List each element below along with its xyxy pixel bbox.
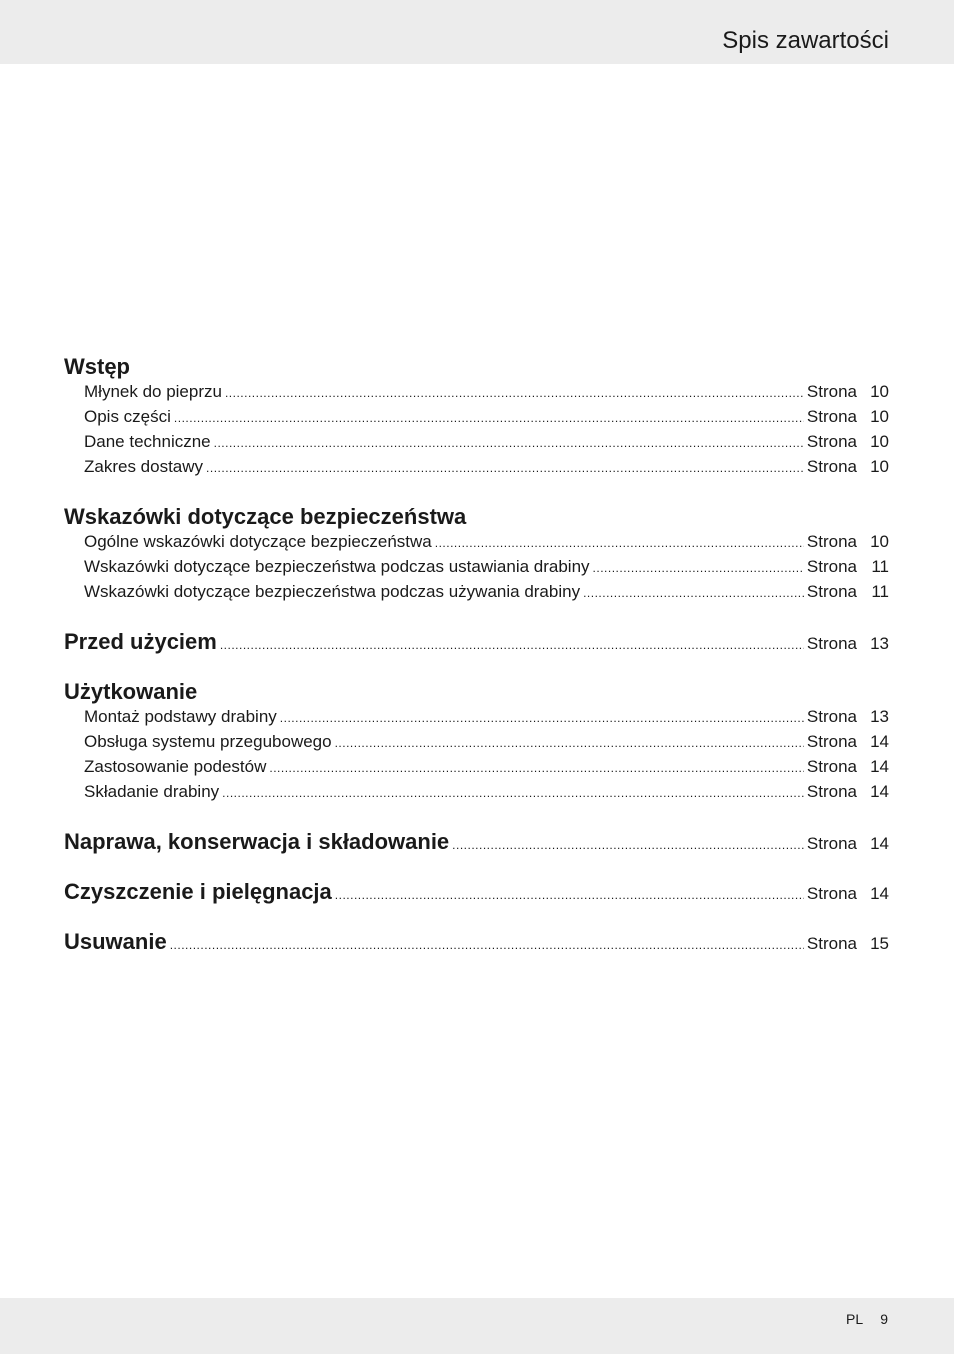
entry-label: Opis części <box>84 407 171 426</box>
strona-label: Strona <box>806 732 857 751</box>
entry-label: Wskazówki dotyczące bezpieczeństwa podczas używania drabiny <box>84 582 581 601</box>
strona-label: Strona <box>806 934 857 953</box>
page-number: 14 <box>870 782 889 801</box>
section-heading: Wstęp <box>64 354 130 379</box>
toc-entry-main[interactable] <box>64 879 889 904</box>
strona-label: Strona <box>806 407 857 426</box>
toc-entry[interactable] <box>64 729 889 754</box>
dot-leader <box>170 933 804 958</box>
toc-entry-main[interactable] <box>64 629 889 654</box>
page-title: Spis zawartości <box>722 27 889 54</box>
toc-entry[interactable] <box>64 579 889 604</box>
toc-entry-main[interactable] <box>64 829 889 854</box>
dot-leader <box>214 431 804 456</box>
toc-section-bezpieczenstwo <box>64 504 889 604</box>
entry-label: Wskazówki dotyczące bezpieczeństwa podczas ustawiania drabiny <box>84 557 590 576</box>
dot-leader <box>174 406 804 431</box>
entry-label: Ogólne wskazówki dotyczące bezpieczeństwa <box>84 532 432 551</box>
page-number: 10 <box>870 532 889 551</box>
dot-leader <box>269 756 804 781</box>
toc-entry[interactable] <box>64 554 889 579</box>
section-heading: Naprawa, konserwacja i składowanie <box>64 829 450 854</box>
language-code: PL <box>846 1311 864 1327</box>
entry-label: Zastosowanie podestów <box>84 757 267 776</box>
strona-label: Strona <box>806 532 857 551</box>
toc-entry[interactable] <box>64 454 889 479</box>
entry-label: Dane techniczne <box>84 432 211 451</box>
strona-label: Strona <box>806 582 857 601</box>
strona-label: Strona <box>806 432 857 451</box>
entry-label: Zakres dostawy <box>84 457 204 476</box>
page-number: 11 <box>871 582 889 601</box>
dot-leader <box>452 833 804 858</box>
page-number: 14 <box>870 834 889 853</box>
dot-leader <box>593 556 804 581</box>
footer-bar <box>0 1298 954 1354</box>
strona-label: Strona <box>806 884 857 903</box>
strona-label: Strona <box>806 834 857 853</box>
dot-leader <box>220 633 804 658</box>
strona-label: Strona <box>806 757 857 776</box>
dot-leader <box>280 706 804 731</box>
page-number: 14 <box>870 732 889 751</box>
toc-entry[interactable] <box>64 404 889 429</box>
dot-leader <box>225 381 804 406</box>
toc-entry-main[interactable] <box>64 929 889 954</box>
section-heading: Czyszczenie i pielęgnacja <box>64 879 332 904</box>
page-number: 13 <box>870 634 889 653</box>
page-number: 10 <box>870 432 889 451</box>
page-number: 13 <box>870 707 889 726</box>
strona-label: Strona <box>806 557 857 576</box>
page-number: 11 <box>871 557 889 576</box>
page-number-footer: 9 <box>880 1311 888 1327</box>
page-number: 14 <box>870 884 889 903</box>
toc-section-czyszczenie <box>64 879 889 904</box>
entry-label: Montaż podstawy drabiny <box>84 707 277 726</box>
toc-section-przed-uzyciem <box>64 629 889 654</box>
toc-entry[interactable] <box>64 529 889 554</box>
strona-label: Strona <box>806 707 857 726</box>
page-number: 10 <box>870 457 889 476</box>
page-number: 10 <box>870 407 889 426</box>
dot-leader <box>435 531 804 556</box>
toc-section-naprawa <box>64 829 889 854</box>
toc-section-usuwanie <box>64 929 889 954</box>
strona-label: Strona <box>806 782 857 801</box>
table-of-contents <box>64 354 889 954</box>
strona-label: Strona <box>806 457 857 476</box>
toc-section-wstep <box>64 354 889 479</box>
dot-leader <box>222 781 804 806</box>
page-number: 10 <box>870 382 889 401</box>
entry-label: Obsługa systemu przegubowego <box>84 732 332 751</box>
toc-section-uzytkowanie <box>64 679 889 804</box>
dot-leader <box>206 456 804 481</box>
section-heading: Użytkowanie <box>64 679 198 704</box>
toc-entry[interactable] <box>64 754 889 779</box>
entry-label: Składanie drabiny <box>84 782 220 801</box>
page-number: 15 <box>870 934 889 953</box>
section-heading: Usuwanie <box>64 929 167 954</box>
dot-leader <box>583 581 804 606</box>
entry-label: Młynek do pieprzu <box>84 382 222 401</box>
dot-leader <box>335 731 804 756</box>
toc-entry[interactable] <box>64 704 889 729</box>
section-heading: Wskazówki dotyczące bezpieczeństwa <box>64 504 467 529</box>
strona-label: Strona <box>806 634 857 653</box>
section-heading: Przed użyciem <box>64 629 217 654</box>
page-number: 14 <box>870 757 889 776</box>
dot-leader <box>335 883 804 908</box>
toc-entry[interactable] <box>64 779 889 804</box>
toc-entry[interactable] <box>64 429 889 454</box>
toc-entry[interactable] <box>64 379 889 404</box>
strona-label: Strona <box>806 382 857 401</box>
